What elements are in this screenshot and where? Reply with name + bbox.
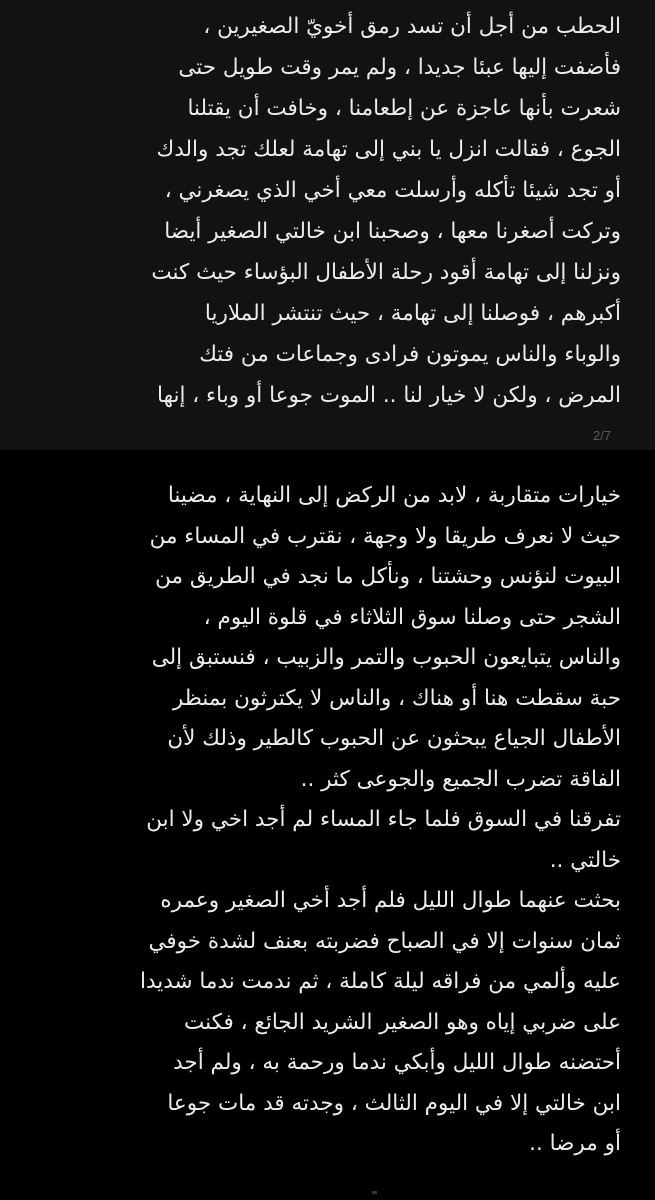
text-line: الجوع ، فقالت انزل يا بني إلى تهامة لعلك تجد والدك	[156, 137, 621, 162]
text-line: وتركت أصغرنا معها ، وصحبنا ابن خالتي الصغير أيضا	[164, 219, 621, 244]
text-line: الحطب من أجل أن تسد رمق أخويّ الصغيرين ،	[203, 14, 621, 39]
text-line: شعرت بأنها عاجزة عن إطعامنا ، وخافت أن يقتلنا	[187, 96, 621, 121]
text-line: أحتضنه طوال الليل وأبكي ندما ورحمة به ، ولم أجد	[173, 1050, 621, 1075]
text-page-top[interactable]	[0, 0, 655, 450]
page-indicator: 2/7	[593, 428, 612, 443]
text-line: والوباء والناس يموتون فرادى وجماعات من فتك	[199, 342, 621, 367]
text-line: الشجر حتى وصلنا سوق الثلاثاء في قلوة اليوم ،	[203, 604, 621, 630]
text-line: الأطفال الجياع يبحثون عن الحبوب كالطير وذلك لأن	[167, 726, 621, 751]
scroll-marker	[372, 1191, 377, 1194]
text-line: ونزلنا إلى تهامة أقود رحلة الأطفال البؤساء حيث كنت	[151, 260, 621, 285]
text-line: أو مرضا ..	[529, 1131, 621, 1156]
text-line: أو تجد شيئا تأكله وأرسلت معي أخي الذي يصغرني ،	[164, 178, 621, 203]
text-line: والناس يتبايعون الحبوب والتمر والزبيب ، فنستبق إلى	[151, 645, 621, 670]
text-line: أكبرهم ، فوصلنا إلى تهامة ، حيث تنتشر الملاريا	[204, 301, 621, 326]
text-line: خيارات متقاربة ، لابد من الركض إلى النهاية ، مضينا	[167, 483, 621, 508]
text-line: ثمان سنوات إلا في الصباح فضربته بعنف لشدة خوفي	[148, 928, 621, 954]
text-line: بحثت عنهما طوال الليل فلم أجد أخي الصغير وعمره	[160, 888, 621, 913]
page-divider	[0, 450, 655, 466]
text-line: حبة سقطت هنا أو هناك ، والناس لا يكترثون بمنظر	[172, 685, 621, 711]
text-line: حيث لا نعرف طريقا ولا وجهة ، نقترب في المساء من	[149, 523, 621, 549]
text-line: تفرقنا في السوق فلما جاء المساء لم أجد اخي ولا ابن	[146, 807, 621, 832]
text-line: ابن خالتي إلا في اليوم الثالث ، وجدته قد مات جوعا	[167, 1090, 621, 1116]
text-line: الفاقة تضرب الجميع والجوعى كثر ..	[300, 766, 621, 792]
text-line: المرض ، ولكن لا خيار لنا .. الموت جوعا أو وباء ، إنها	[157, 383, 621, 408]
text-line: خالتي ..	[549, 847, 621, 873]
text-page-bottom[interactable]	[0, 466, 655, 1200]
text-line: على ضربي إياه وهو الصغير الشريد الجائع ، فكنت	[184, 1009, 621, 1035]
text-line: البيوت لنؤنس وحشتنا ، ونأكل ما نجد في الطريق من	[155, 564, 621, 589]
text-line: فأضفت إليها عبئا جديدا ، ولم يمر وقت طويل حتى	[178, 55, 621, 80]
text-line: عليه وألمي من فراقه ليلة كاملة ، ثم ندمت ندما شديدا	[140, 969, 621, 994]
